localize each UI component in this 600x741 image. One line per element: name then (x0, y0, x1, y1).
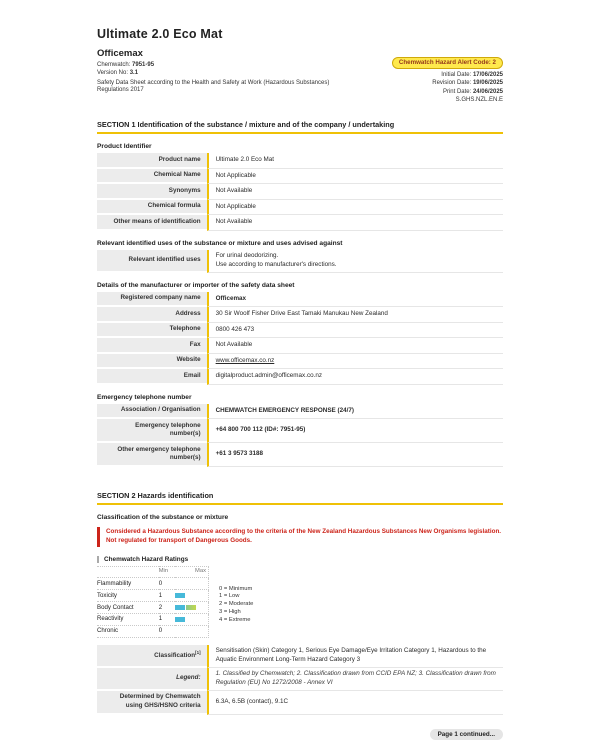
use-line: Use according to manufacturer's directions. (215, 260, 337, 268)
scale-legend-item: 2 = Moderate (219, 601, 254, 608)
table-row (97, 250, 503, 273)
table-row (97, 645, 503, 668)
ratings-header-spacer (97, 566, 159, 578)
ratings-max-header: Max (175, 566, 209, 578)
table-row (97, 200, 503, 216)
row-value: Not Available (207, 184, 503, 200)
rating-bar (175, 578, 209, 590)
table-row (97, 307, 503, 323)
initial-date (392, 72, 503, 78)
table-row (97, 338, 503, 354)
use-line: For urinal deodorizing. (215, 252, 279, 259)
chemwatch-number (97, 62, 347, 68)
product-identifier-heading: Product Identifier (97, 143, 152, 150)
row-value: 0800 426 473 (207, 323, 503, 339)
document-header (97, 27, 503, 103)
hazard-bar-segment (175, 605, 185, 610)
row-label: Synonyms (97, 184, 207, 200)
row-label: Registered company name (97, 292, 207, 308)
page-footer (97, 723, 503, 741)
email-value: digitalproduct.admin@officemax.co.nz (207, 369, 503, 385)
table-row (97, 404, 503, 420)
rating-value: 0 (159, 625, 175, 637)
row-value: Not Applicable (207, 200, 503, 216)
hazard-ratings-table (97, 566, 209, 638)
rating-bar (175, 602, 209, 614)
row-value: Ultimate 2.0 Eco Mat (207, 153, 503, 169)
product-identifier-table (97, 153, 503, 231)
rating-label: Toxicity (97, 590, 159, 602)
chemwatch-label: Chemwatch: (97, 61, 131, 68)
rating-label: Chronic (97, 625, 159, 637)
row-label: Website (97, 354, 207, 370)
table-row (97, 292, 503, 308)
scale-legend-item: 0 = Minimum (219, 585, 253, 592)
row-value: 30 Sir Woolf Fisher Drive East Tamaki Manukau New Zealand (207, 307, 503, 323)
row-label: Association / Organisation (97, 404, 207, 420)
table-row (97, 153, 503, 169)
rating-label: Body Contact (97, 602, 159, 614)
row-label: Telephone (97, 323, 207, 339)
initial-date-value: 17/06/2025 (472, 71, 503, 78)
row-label: Other means of identification (97, 215, 207, 231)
row-value: 6.3A, 6.5B (contact), 9.1C (207, 691, 503, 715)
manufacturer-table (97, 292, 503, 385)
table-row (97, 691, 503, 715)
row-value: 1. Classified by Chemwatch; 2. Classification drawn from CCID EPA NZ; 3. Classification drawn from Regulation (EU) No 1272/2008 - Annex VI (207, 668, 503, 691)
scale-legend-item: 1 = Low (219, 593, 240, 600)
print-date-value: 24/06/2025 (472, 88, 503, 95)
manufacturer-heading: Details of the manufacturer or importer of the safety data sheet (97, 281, 295, 289)
row-value: CHEMWATCH EMERGENCY RESPONSE (24/7) (207, 404, 503, 420)
classification-table (97, 645, 503, 715)
print-date-label: Print Date: (442, 88, 472, 95)
classification-heading: Classification of the substance or mixture (97, 514, 229, 521)
row-label: Address (97, 307, 207, 323)
website-link[interactable]: www.officemax.co.nz (215, 356, 275, 364)
rating-value: 0 (159, 578, 175, 590)
classification-label: Classification (154, 652, 196, 660)
row-value: Not Available (207, 338, 503, 354)
row-value: Not Available (207, 215, 503, 231)
table-row (97, 323, 503, 339)
table-row (97, 369, 503, 385)
row-value (207, 250, 503, 273)
table-row (97, 184, 503, 200)
ratings-row (97, 602, 209, 614)
version-label: Version No: (97, 70, 129, 76)
revision-date (392, 80, 503, 86)
product-title: Ultimate 2.0 Eco Mat (97, 27, 223, 41)
relevant-uses-table (97, 250, 503, 273)
rating-bar (175, 625, 209, 637)
section-1-header: SECTION 1 Identification of the substance / mixture and of the company / undertaking (97, 120, 503, 134)
table-row (97, 354, 503, 370)
revision-date-value: 19/06/2025 (472, 80, 503, 86)
table-row (97, 443, 503, 467)
initial-date-label: Initial Date: (441, 71, 472, 78)
ratings-scale-legend (219, 566, 253, 638)
version-number (97, 70, 347, 76)
ratings-row (97, 578, 209, 590)
hazard-warning-text: Considered a Hazardous Substance according to the criteria of the New Zealand Hazardous Substances New Organisms legislation. Not regulated for transport of Dangerous Goods. (97, 527, 503, 547)
emergency-table (97, 404, 503, 468)
row-label: Relevant identified uses (97, 250, 207, 273)
row-value (207, 354, 503, 370)
hazard-bar-segment (175, 617, 185, 622)
page-continued-pill: Page 1 continued... (430, 729, 503, 740)
row-label: Chemical Name (97, 169, 207, 185)
sds-regulation-note: Safety Data Sheet according to the Health and Safety at Work (Hazardous Substances) Regulations 2017 (97, 79, 330, 94)
revision-date-label: Revision Date: (432, 80, 472, 86)
sds-document-page (97, 0, 503, 741)
ratings-min-header: Min (159, 566, 175, 578)
version-value: 3.1 (129, 70, 139, 76)
header-left (97, 27, 347, 95)
rating-label: Reactivity (97, 613, 159, 625)
row-label: Email (97, 369, 207, 385)
table-row (97, 169, 503, 185)
row-value: Not Applicable (207, 169, 503, 185)
emergency-heading: Emergency telephone number (97, 393, 192, 401)
rating-value: 2 (159, 602, 175, 614)
rating-value: 1 (159, 590, 175, 602)
chemwatch-value: 7951-95 (132, 61, 155, 68)
header-right (392, 27, 503, 103)
row-value: Officemax (207, 292, 503, 308)
rating-label: Flammability (97, 578, 159, 590)
relevant-uses-heading: Relevant identified uses of the substance or mixture and uses advised against (97, 239, 343, 247)
company-name: Officemax (97, 48, 143, 59)
row-label: Determined by Chemwatch using GHS/HSNO criteria (97, 691, 207, 715)
hazard-ratings-heading: Chemwatch Hazard Ratings (97, 556, 503, 563)
row-value: Sensitisation (Skin) Category 1, Serious Eye Damage/Eye Irritation Category 1, Hazardous to the Aquatic Environment Long-Term Hazard Category 3 (207, 645, 503, 668)
scale-legend-item: 3 = High (219, 609, 241, 616)
hazard-bar-segment (186, 605, 196, 610)
table-row (97, 215, 503, 231)
row-label: Other emergency telephone number(s) (97, 443, 207, 467)
classification-footnote-marker: [1] (195, 649, 201, 655)
scale-legend-item: 4 = Extreme (219, 616, 251, 623)
ratings-row (97, 613, 209, 625)
hazard-ratings-block (97, 566, 503, 638)
rating-bar (175, 613, 209, 625)
row-label: Fax (97, 338, 207, 354)
row-value: +61 3 9573 3188 (207, 443, 503, 467)
table-row (97, 419, 503, 443)
hazard-alert-badge: Chemwatch Hazard Alert Code: 2 (392, 57, 503, 69)
print-date (392, 89, 503, 95)
row-label: Product name (97, 153, 207, 169)
ratings-header-row (97, 566, 209, 578)
hazard-bar-segment (175, 593, 185, 598)
row-label: Legend: (97, 668, 207, 691)
row-label: Emergency telephone number(s) (97, 419, 207, 443)
section-2-header: SECTION 2 Hazards identification (97, 491, 503, 505)
document-code: S.GHS.NZL.EN.E (455, 97, 503, 103)
ratings-row (97, 625, 209, 637)
rating-value: 1 (159, 613, 175, 625)
row-value: +64 800 700 112 (ID#: 7951-95) (207, 419, 503, 443)
table-row (97, 668, 503, 691)
row-label: Chemical formula (97, 200, 207, 216)
row-label (97, 645, 207, 668)
